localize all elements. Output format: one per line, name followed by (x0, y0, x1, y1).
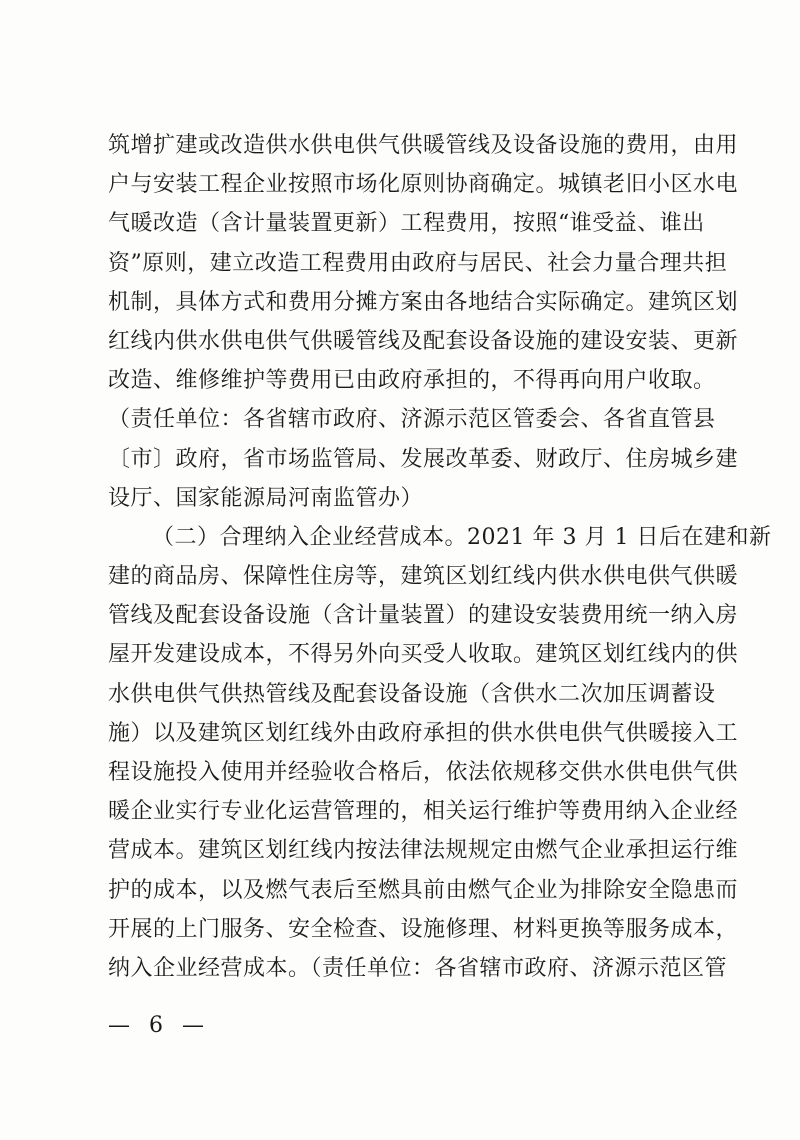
text-line: 资”原则，建立改造工程费用由政府与居民、社会力量合理共担 (108, 250, 728, 276)
text-line: 建的商品房、保障性住房等，建筑区划红线内供水供电供气供暖 (108, 564, 739, 590)
text-line: 改造、维修维护等费用已由政府承担的，不得再向用户收取。 (108, 368, 716, 394)
text-line: 管线及配套设备设施（含计量装置）的建设安装费用统一纳入房 (108, 603, 739, 629)
text-line: 户与安装工程企业按照市场化原则协商确定。城镇老旧小区水电 (108, 172, 739, 198)
text-line: 水供电供气供热管线及配套设备设施（含供水二次加压调蓄设 (108, 681, 716, 707)
text-line: 筑增扩建或改造供水供电供气供暖管线及设备设施的费用，由用 (108, 133, 739, 158)
text-line: 营成本。建筑区划红线内按法律法规规定由燃气企业承担运行维 (108, 838, 739, 864)
text-line: 红线内供水供电供气供暖管线及配套设备设施的建设安装、更新 (108, 328, 739, 354)
text-line: 纳入企业经营成本。（责任单位：各省辖市政府、济源示范区管 (108, 955, 728, 981)
text-line: 设厅、国家能源局河南监管办） (108, 485, 424, 511)
text-line: 施）以及建筑区划红线外由政府承担的供水供电供气供暖接入工 (108, 720, 739, 746)
text-line: 护的成本，以及燃气表后至燃具前由燃气企业为排除安全隐患而 (108, 877, 739, 903)
text-line: 开展的上门服务、安全检查、设施修理、材料更换等服务成本， (108, 916, 739, 942)
text-line: 机制，具体方式和费用分摊方案由各地结合实际确定。建筑区划 (108, 289, 739, 315)
text-line: 屋开发建设成本，不得另外向买受人收取。建筑区划红线内的供 (108, 642, 739, 668)
page-number: — 6 — (108, 1013, 210, 1038)
text-line: 〔市〕政府，省市场监管局、发展改革委、财政厅、住房城乡建 (108, 446, 739, 472)
text-line: 气暖改造（含计量装置更新）工程费用，按照“谁受益、谁出 (108, 211, 705, 237)
text-line: 程设施投入使用并经验收合格后，依法依规移交供水供电供气供 (108, 760, 739, 785)
text-line: （责任单位：各省辖市政府、济源示范区管委会、各省直管县 (108, 407, 716, 433)
section-heading-line: （二）合理纳入企业经营成本。2021 年 3 月 1 日后在建和新 (152, 524, 772, 550)
body-text (108, 126, 772, 988)
text-line: 暖企业实行专业化运营管理的，相关运行维护等费用纳入企业经 (108, 799, 739, 825)
